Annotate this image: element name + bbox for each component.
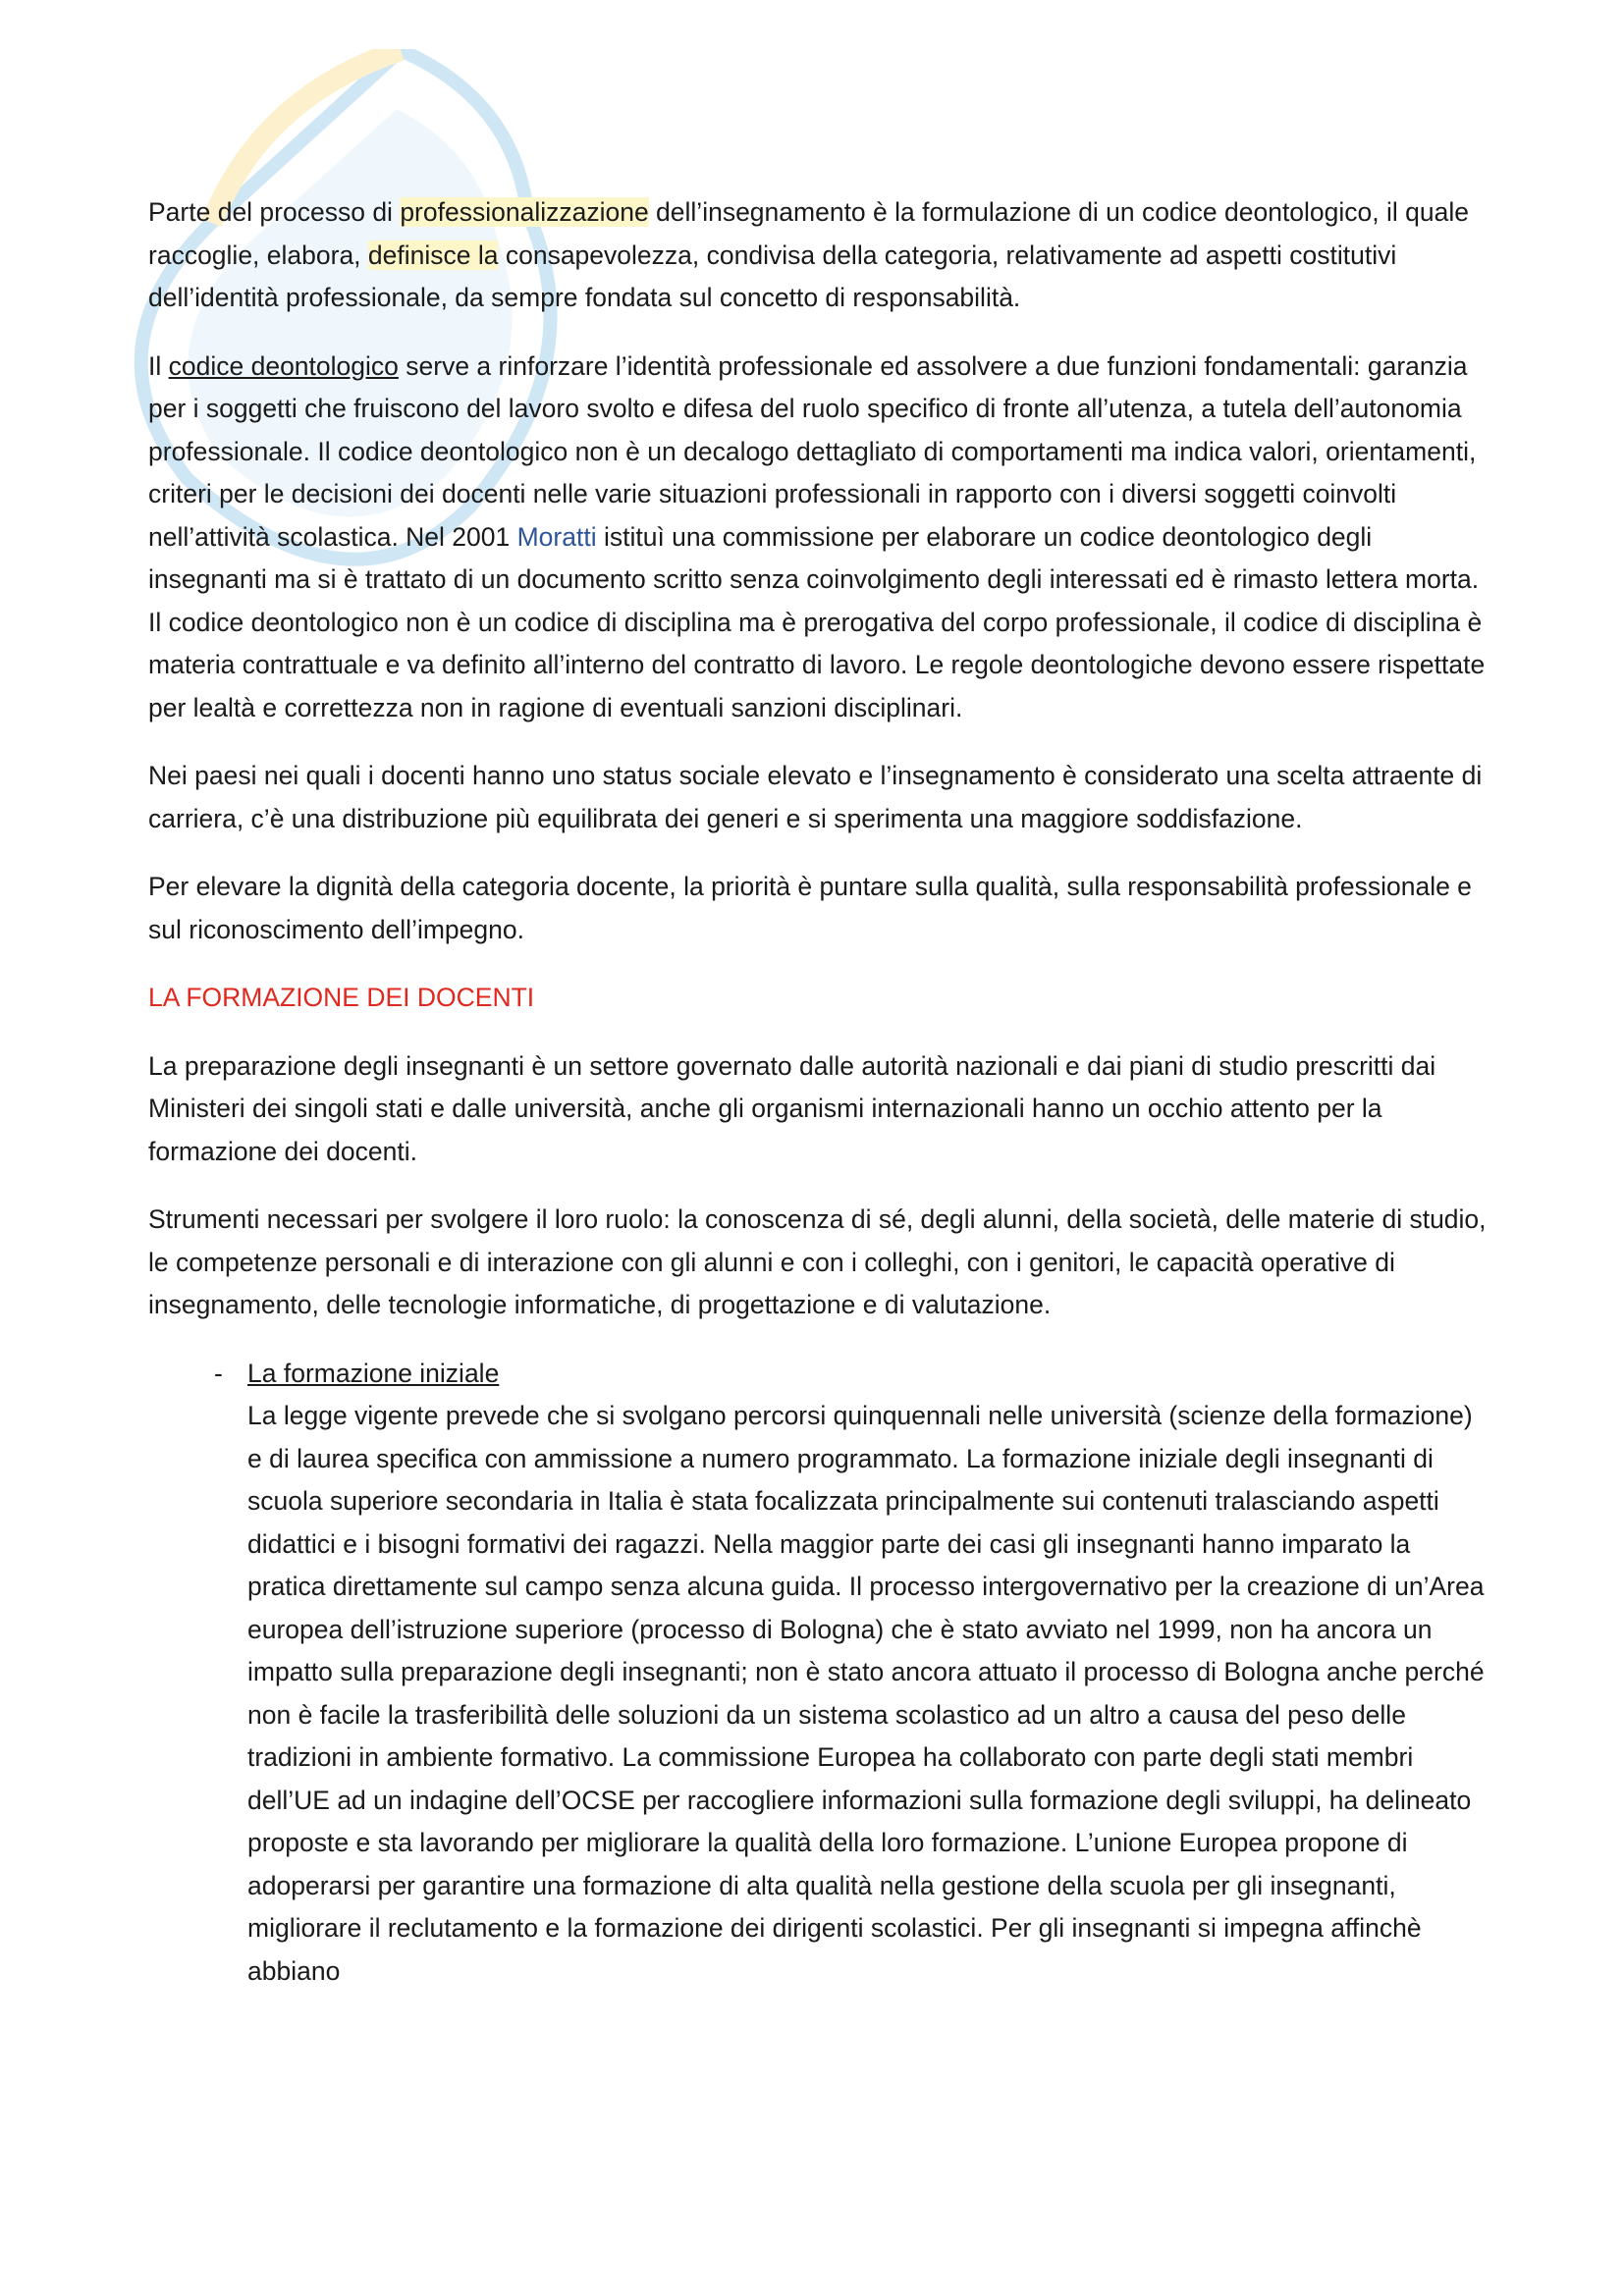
paragraph-social-status: Nei paesi nei quali i docenti hanno uno status sociale elevato e l’insegnamento è considerato una scelta attraente di carriera, c’è una distribuzione più equilibrata dei generi e si sperimenta una maggiore soddisfazione.: [148, 761, 1483, 833]
paragraph-deontological-code-functions: [148, 346, 1493, 730]
text-run: dell’insegnamento è la formulazione di un codice deontologico, il quale raccoglie, elabora,: [148, 197, 1469, 270]
highlighted-term: professionalizzazione: [400, 197, 649, 227]
list-bullet-dash: -: [214, 1358, 223, 1388]
paragraph-teacher-preparation: La preparazione degli insegnanti è un settore governato dalle autorità nazionali e dai piani di studio prescritti dai Ministeri dei singoli stati e dalle università, anche gli organismi internazionali hanno un occhio attento per la formazione dei docenti.: [148, 1050, 1436, 1166]
underlined-term: codice deontologico: [168, 350, 399, 381]
paragraph-dignity: Per elevare la dignità della categoria docente, la priorità è puntare sulla qualità, sulla responsabilità professionale e sul riconoscimento dell’impegno.: [148, 872, 1472, 944]
highlighted-term: definisce la: [367, 240, 499, 270]
paragraph-necessary-tools: Strumenti necessari per svolgere il loro ruolo: la conoscenza di sé, degli alunni, della società, delle materie di studio, le competenze personali e di interazione con gli alunni e con i colleghi, con i genitori, le capacità operative di insegnamento, delle tecnologie informatiche, di progettazione e di valutazione.: [148, 1204, 1487, 1319]
list-item-text: La legge vigente prevede che si svolgano percorsi quinquennali nelle università (scienze della formazione) e di laurea specifica con ammissione a numero programmato. La formazione iniziale degli insegnanti di scuola superiore secondaria in Italia è stata focalizzata principalmente sui contenuti tralasciando aspetti didattici e i bisogni formativi dei ragazzi. Nella maggior parte dei casi gli insegnanti hanno imparato la pratica direttamente sul campo senza alcuna guida. Il processo intergovernativo per la creazione di un’Area europea dell’istruzione superiore (processo di Bologna) che è stato avviato nel 1999, non ha ancora un impatto sulla preparazione degli insegnanti; non è stato ancora attuato il processo di Bologna anche perché non è facile la trasferibilità delle soluzioni da un sistema scolastico ad un altro a causa del peso delle tradizioni in ambiente formativo. La commissione Europea ha collaborato con parte degli stati membri dell’UE ad un indagine dell’OCSE per raccogliere informazioni sulla formazione degli sviluppi, ha delineato proposte e sta lavorando per migliorare la qualità della loro formazione. L’unione Europea propone di adoperarsi per garantire una formazione di alta qualità nella gestione della scuola per gli insegnanti, migliorare il reclutamento e la formazione dei dirigenti scolastici. Per gli insegnanti si impegna affinchè abbiano: [247, 1401, 1485, 1986]
list-item-title: La formazione iniziale: [247, 1358, 500, 1388]
section-heading: LA FORMAZIONE DEI DOCENTI: [148, 983, 535, 1012]
text-run: consapevolezza, condivisa della categoria, relativamente ad aspetti costitutivi dell’identità professionale, da sempre fondata sul concetto di responsabilità.: [148, 240, 1397, 312]
list-item-initial-training: [148, 1353, 1493, 1994]
text-run: serve a rinforzare l’identità professionale ed assolvere a due funzioni fondamentali: garanzia per i soggetti che fruiscono del lavoro svolto e difesa del ruolo specifico di fronte all’utenza, a tutela dell’autonomia professionale. Il codice deontologico non è un decalogo dettagliato di comportamenti ma indica valori, orientamenti, criteri per le decisioni dei docenti nelle varie situazioni professionali in rapporto con i diversi soggetti coinvolti nell’attività scolastica. Nel 2001: [148, 350, 1477, 552]
document-body: [148, 191, 1493, 1993]
text-run: Parte del processo di: [148, 197, 401, 227]
moratti-link[interactable]: Moratti: [516, 521, 597, 552]
text-run: Il: [148, 350, 169, 381]
paragraph-deontological-code-intro: [148, 191, 1493, 320]
text-run: istituì una commissione per elaborare un codice deontologico degli insegnanti ma si è trattato di un documento scritto senza coinvolgimento degli interessati ed è rimasto lettera morta. Il codice deontologico non è un codice di disciplina ma è prerogativa del corpo professionale, il codice di disciplina è materia contrattuale e va definito all’interno del contratto di lavoro. Le regole deontologiche devono essere rispettate per lealtà e correttezza non in ragione di eventuali sanzioni disciplinari.: [148, 521, 1486, 722]
